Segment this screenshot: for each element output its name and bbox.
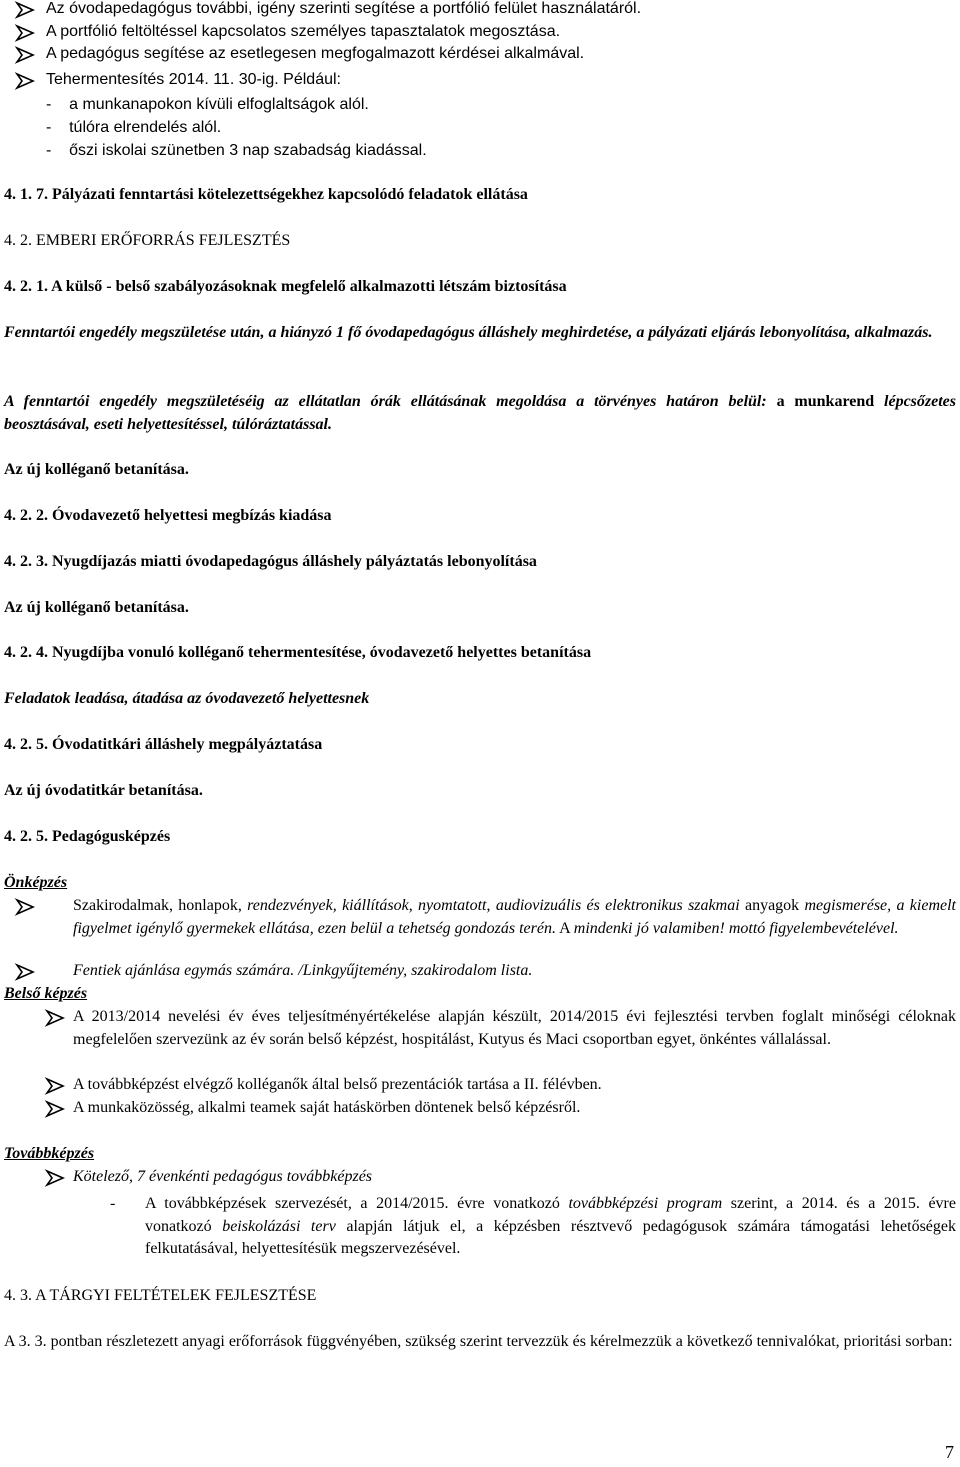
dash-item: - a munkanapokon kívüli elfoglaltságok alól. — [46, 96, 369, 113]
list-item: Az óvodapedagógus további, igény szerinti segítése a portfólió felület használatáról. — [46, 0, 642, 17]
tovabbkepzes-title: Továbbképzés — [4, 1145, 95, 1162]
paragraph-feladatok-leadasa: Feladatok leadása, átadása az óvodavezető helyettesnek — [4, 690, 370, 707]
list-item: A portfólió feltöltéssel kapcsolatos személyes tapasztalatok megosztása. — [46, 23, 561, 40]
arrow-bullet-icon — [44, 1100, 66, 1118]
dash-bullet: - — [110, 1195, 116, 1212]
arrow-bullet-icon — [44, 1169, 66, 1187]
paragraph-fenntartoi-engedely: Fenntartói engedély megszületése után, a hiányzó 1 fő óvodapedagógus álláshely meghirdetése, a pályázati eljárás lebonyolítása, alkalmazás. — [4, 324, 933, 341]
arrow-bullet-icon — [44, 1009, 66, 1027]
arrow-bullet-icon — [44, 1077, 66, 1095]
dash-item: - őszi iskolai szünetben 3 nap szabadság kiadással. — [46, 142, 427, 159]
belso-kepzes-item: A továbbképzést elvégző kolléganők által belső prezentációk tartása a II. félévben. — [73, 1076, 602, 1093]
tovabbkepzes-item: Kötelező, 7 évenkénti pedagógus továbbképzés — [73, 1168, 373, 1185]
heading-4-2-1: 4. 2. 1. A külső - belső szabályozásoknak megfelelő alkalmazotti létszám biztosítása — [4, 278, 567, 295]
arrow-bullet-icon — [14, 1, 36, 19]
heading-4-2-2: 4. 2. 2. Óvodavezető helyettesi megbízás kiadása — [4, 507, 332, 524]
paragraph-ellatatlan-orak: A fenntartói engedély megszületéséig az ellátatlan órák ellátásának megoldása a törvényes határon belül: a munkarend lépcsőzetes beosztásával, eseti helyettesítéssel, túlóráztatással. — [4, 393, 957, 433]
list-item: A pedagógus segítése az esetlegesen megfogalmazott kérdései alkalmával. — [46, 45, 585, 62]
dash-item: - túlóra elrendelés alól. — [46, 119, 222, 136]
paragraph-uj-kollegano: Az új kolléganő betanítása. — [4, 461, 189, 478]
paragraph-uj-ovodatitkar: Az új óvodatitkár betanítása. — [4, 782, 203, 799]
paragraph-anyagi-eroforrasok: A 3. 3. pontban részletezett anyagi erőforrások függvényében, szükség szerint tervezzük és kérelmezzük a következő tennivalókat, prioritási sorban: — [4, 1333, 953, 1350]
heading-4-2: 4. 2. EMBERI ERŐFORRÁS FEJLESZTÉS — [4, 232, 291, 249]
arrow-bullet-icon — [14, 963, 36, 981]
page-number: 7 — [945, 1442, 954, 1462]
arrow-bullet-icon — [14, 46, 36, 64]
onkepzes-item: Fentiek ajánlása egymás számára. /Linkgyűjtemény, szakirodalom lista. — [73, 962, 533, 979]
heading-4-2-3: 4. 2. 3. Nyugdíjazás miatti óvodapedagógus álláshely pályáztatás lebonyolítása — [4, 553, 537, 570]
tovabbkepzes-detail: A továbbképzések szervezését, a 2014/2015. évre vonatkozó továbbképzési program szerint, a 2014. és a 2015. évre vonatkozó beiskolázási terv alapján látjuk el, a képzésben résztvevő pedagógusok számára támogatási lehetőségek felkutatásával, helyettesítésük megszervezésével. — [145, 1195, 957, 1257]
arrow-bullet-icon — [14, 72, 36, 90]
belso-kepzes-title: Belső képzés — [4, 985, 88, 1002]
list-item: Tehermentesítés 2014. 11. 30-ig. Például: — [46, 71, 341, 88]
paragraph-uj-kollegano: Az új kolléganő betanítása. — [4, 599, 189, 616]
heading-4-2-5-ovodatitkar: 4. 2. 5. Óvodatitkári álláshely megpályáztatása — [4, 736, 323, 753]
heading-4-2-4: 4. 2. 4. Nyugdíjba vonuló kolléganő tehermentesítése, óvodavezető helyettes betanítása — [4, 644, 592, 661]
arrow-bullet-icon — [14, 24, 36, 42]
belso-kepzes-item: A 2013/2014 nevelési év éves teljesítményértékelése alapján készült, 2014/2015 évi fejlesztési tervben foglalt minőségi céloknak megfelelően szervezünk az év során belső képzést, hospitálást, Kutyus és Maci csoportban egyet, önkéntes vállalással. — [73, 1008, 956, 1048]
heading-4-2-5-pedagoguskepzes: 4. 2. 5. Pedagógusképzés — [4, 828, 171, 845]
heading-4-3: 4. 3. A TÁRGYI FELTÉTELEK FEJLESZTÉSE — [4, 1287, 317, 1304]
heading-4-1-7: 4. 1. 7. Pályázati fenntartási kötelezettségekhez kapcsolódó feladatok ellátása — [4, 186, 528, 203]
belso-kepzes-item: A munkaközösség, alkalmi teamek saját hatáskörben döntenek belső képzésről. — [73, 1099, 581, 1116]
arrow-bullet-icon — [14, 898, 36, 916]
onkepzes-title: Önképzés — [4, 874, 68, 891]
onkepzes-item: Szakirodalmak, honlapok, rendezvények, kiállítások, nyomtatott, audiovizuális és elektronikus szakmai anyagok megismerése, a kiemelt figyelmet igénylő gyermekek ellátása, ezen belül a tehetség gondozás terén. A mindenki jó valamiben! mottó figyelembevételével. — [73, 897, 956, 937]
